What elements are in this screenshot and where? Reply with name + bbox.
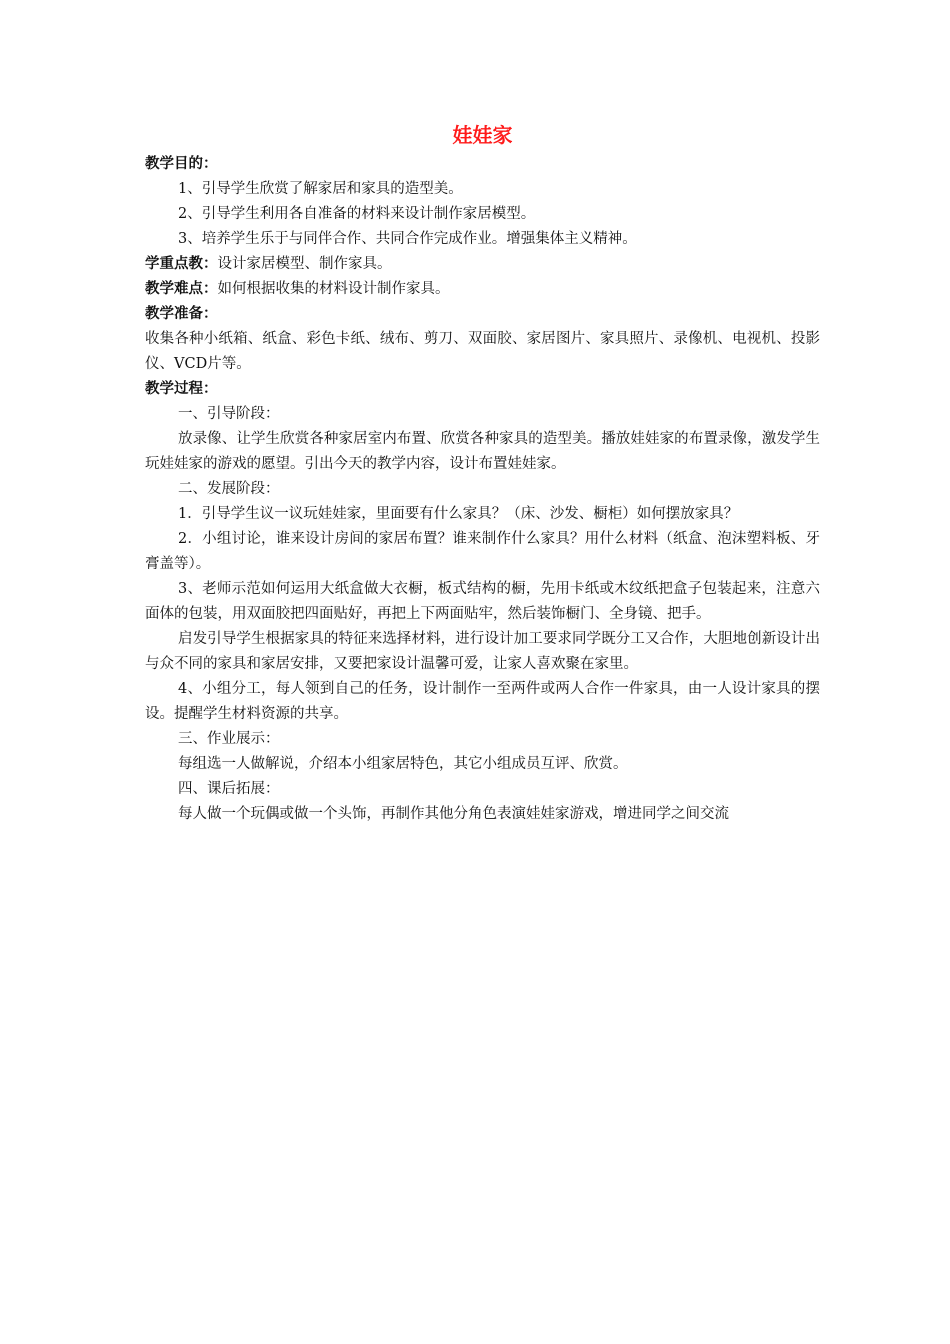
- key-point-label: 学重点教：: [145, 256, 218, 272]
- process-paragraph: 放录像、让学生欣赏各种家居室内布置、欣赏各种家具的造型美。播放娃娃家的布置录像，激发学生玩娃娃家的游戏的愿望。引出今天的教学内容，设计布置娃娃家。: [145, 431, 820, 472]
- page-title: 娃娃家: [452, 123, 513, 147]
- preparation-heading: 教学准备：: [145, 306, 218, 322]
- process-heading: 教学过程：: [145, 381, 218, 397]
- process-paragraph: 四、课后拓展：: [178, 781, 280, 797]
- objectives-heading: 教学目的：: [145, 156, 218, 172]
- process-paragraph: 一、引导阶段：: [178, 406, 280, 422]
- process-paragraph: 二、发展阶段：: [178, 481, 280, 497]
- process-paragraph: 1．引导学生议一议玩娃娃家，里面要有什么家具？（床、沙发、橱柜）如何摆放家具？: [178, 506, 739, 522]
- process-paragraph: 三、作业展示：: [178, 731, 280, 747]
- difficulty-label: 教学难点：: [145, 281, 218, 297]
- objective-item: 1、引导学生欣赏了解家居和家具的造型美。: [178, 181, 463, 197]
- process-paragraph: 每组选一人做解说，介绍本小组家居特色，其它小组成员互评、欣赏。: [178, 756, 628, 772]
- preparation-text: 收集各种小纸箱、纸盒、彩色卡纸、绒布、剪刀、双面胶、家居图片、家具照片、录像机、电视机、投影仪、VCD片等。: [145, 331, 820, 372]
- document-body: [145, 118, 820, 827]
- process-paragraph: 启发引导学生根据家具的特征来选择材料，进行设计加工要求同学既分工又合作，大胆地创新设计出与众不同的家具和家居安排，又要把家设计温馨可爱，让家人喜欢聚在家里。: [145, 631, 820, 672]
- difficulty-text: 如何根据收集的材料设计制作家具。: [217, 281, 450, 297]
- key-point-text: 设计家居模型、制作家具。: [217, 256, 392, 272]
- process-paragraph: 4、小组分工，每人领到自己的任务，设计制作一至两件或两人合作一件家具，由一人设计家具的摆设。提醒学生材料资源的共享。: [145, 681, 820, 722]
- process-paragraph: 3、老师示范如何运用大纸盒做大衣橱，板式结构的橱，先用卡纸或木纹纸把盒子包装起来，注意六面体的包装，用双面胶把四面贴好，再把上下两面贴牢，然后装饰橱门、全身镜、把手。: [145, 581, 820, 622]
- objective-item: 2、引导学生利用各自准备的材料来设计制作家居模型。: [178, 206, 536, 222]
- process-paragraph: 每人做一个玩偶或做一个头饰，再制作其他分角色表演娃娃家游戏，增进同学之间交流: [178, 806, 729, 822]
- difficulty-line: [145, 277, 820, 302]
- key-point-line: [145, 252, 820, 277]
- objective-item: 3、培养学生乐于与同伴合作、共同合作完成作业。增强集体主义精神。: [178, 231, 637, 247]
- process-paragraph: 2．小组讨论，谁来设计房间的家居布置？谁来制作什么家具？用什么材料（纸盒、泡沫塑料板、牙膏盖等）。: [145, 531, 820, 572]
